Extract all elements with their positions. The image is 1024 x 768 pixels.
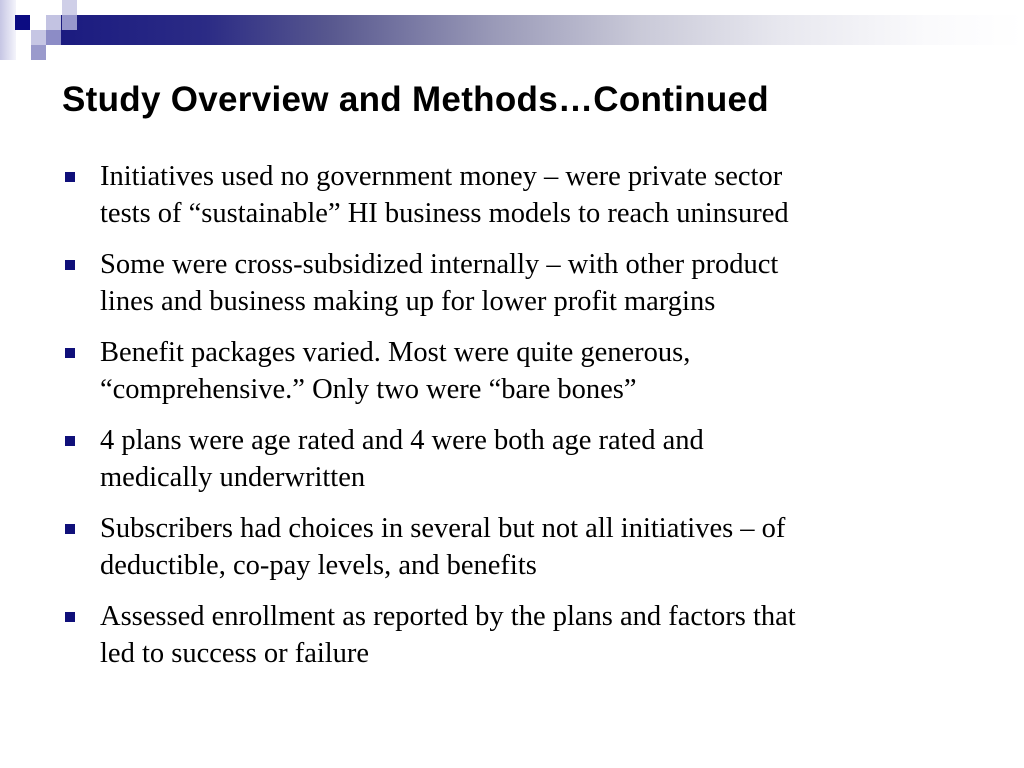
bullet-text: Assessed enrollment as reported by the plans and factors that led to success or failure (100, 601, 796, 669)
decorative-square-icon (46, 15, 61, 30)
bullet-item (0, 334, 1024, 408)
decorative-square-icon (31, 30, 46, 45)
header-decoration (0, 0, 1024, 62)
bullet-text: Subscribers had choices in several but not all initiatives – of deductible, co-pay levels, and benefits (100, 513, 786, 581)
decorative-edge-strip (0, 0, 16, 60)
square-bullet-icon (65, 524, 75, 534)
bullet-text: Initiatives used no government money – were private sector tests of “sustainable” HI business models to reach uninsured (100, 161, 789, 229)
decorative-square-icon (62, 15, 77, 30)
square-bullet-icon (65, 436, 75, 446)
bullet-item (0, 598, 1024, 672)
bullet-text: Benefit packages varied. Most were quite generous, “comprehensive.” Only two were “bare bones” (100, 337, 691, 405)
decorative-square-icon (46, 30, 61, 45)
decorative-square-icon (31, 45, 46, 60)
bullet-text: 4 plans were age rated and 4 were both age rated and medically underwritten (100, 425, 704, 493)
square-bullet-icon (65, 348, 75, 358)
bullet-item (0, 158, 1024, 232)
slide-title: Study Overview and Methods…Continued (62, 80, 769, 119)
bullet-item (0, 510, 1024, 584)
decorative-square-icon (15, 15, 30, 30)
square-bullet-icon (65, 260, 75, 270)
decorative-gradient-bar (61, 15, 1024, 45)
bullet-item (0, 246, 1024, 320)
square-bullet-icon (65, 612, 75, 622)
bullet-text: Some were cross-subsidized internally – with other product lines and business making up for lower profit margins (100, 249, 779, 317)
decorative-square-icon (62, 0, 77, 15)
bullet-list (0, 158, 1024, 686)
square-bullet-icon (65, 172, 75, 182)
bullet-item (0, 422, 1024, 496)
